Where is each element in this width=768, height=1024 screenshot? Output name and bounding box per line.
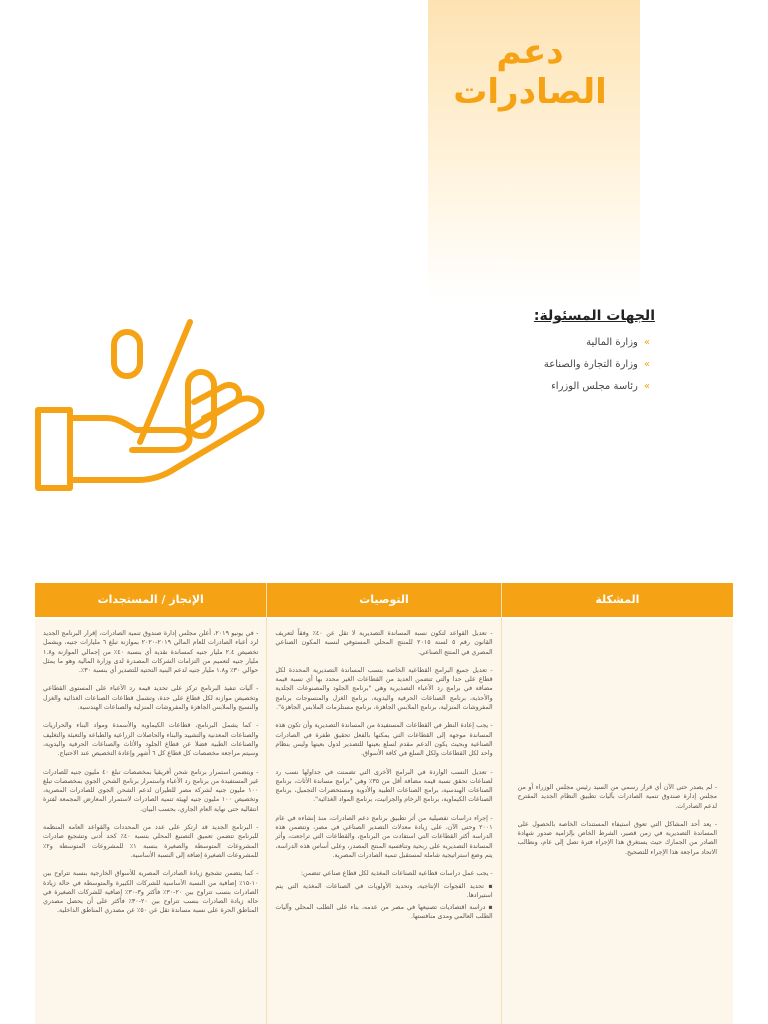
problem-text (510, 773, 725, 866)
recommendation-subitem: ▪ دراسة اقتصاديات تصنيعها في مصر من عدمه، بناء على الطلب المحلي وآليات الطلب العالمي ومدى منافستها. (275, 904, 493, 921)
problem-paragraph: - يعد أحد المشاكل التي تعوق استيفاء المستندات الخاصة بالحصول على المساندة التصديرية في زمن قصير، الشرط الخاص بإلزامية صدور شهادة الصادر من الجمارك حيث يستغرق هذا الإجراء فترة تصل إلى عام، ونطالب الاتحاد مراجعة هذا الإجراء للتصحيح. (517, 820, 717, 856)
achievement-paragraph: - آليات تنفيذ البرنامج تركز على تحديد قيمة رد الأعباء على المستوى القطاعي وتخصيص موازنة لكل قطاع على حدة، وتشمل قطاعات الصناعات الغذائية والغزل والنسيج والملابس الجاهزة والمفروشات المنزلية والصناعات الهندسية. (43, 685, 259, 712)
percent-hand-icon (28, 310, 288, 510)
list-item (390, 380, 650, 402)
title-line-2: الصادرات (453, 72, 607, 112)
achievement-paragraph: - كما يتضمن تشجيع زيادة الصادرات المصرية للأسواق الخارجية بنسبة تتراوح بين ١٠-١٥٪ إضافية من النسبة الأساسية للشركات الكبيرة والمتوسطة في حالة زيادة الصادرات بنسب تتراوح بين ٢٠-٣٠٪ فأكثر و٣-٣٠٪ إضافية للشركات الصغيرة في حالة زيادة الصادرات بنسب تتراوح بين ٢٠-٣٠٪ فأكثر على أن يحصل مصدري المناطق الحرة على نسبة مساندة تقل عن ٥٠٪ عن مصدري المناطق الداخلية. (43, 870, 259, 915)
recommendation-paragraph: - تعديل جميع البرامج القطاعية الخاصة بنسب المساندة التصديرية المحددة لكل قطاع على حدا والتي تتضمن العديد من القطاعات الغير محدد بها أي نسبة قيمة مضافة في برامج رد الأعباء التصديرية وهي "برنامج الجلود والمصنوعات الجلدية والأحذية، برنامج الصناعات الحرفية واليدوية، برنامج الغزل والمنسوجات برنامج المفروشات المنزلية، برنامج الملابس الجاهزة، برنامج مستلزمات الملابس الجاهزة". (275, 666, 493, 712)
recommendation-paragraph: - يجب إعادة النظر في القطاعات المستفيدة من المساندة التصديرية وأن تكون هذه المساندة موجهة إلى القطاعات التي يمكنها بالفعل تحقيق طفرة في الصادرات الصناعية وبحيث يكون الدعم مقدم لسلع بعينها للتصدير لدول بعينها وليس بنظام واحد لكل القطاعات ولكل السلع في كافة الأسواق. (275, 722, 493, 758)
bullet-icon: » (643, 359, 650, 370)
problem-column (502, 583, 733, 1024)
list-item-label: رئاسة مجلس الوزراء (551, 381, 638, 392)
recommendations-text (267, 619, 500, 922)
list-item-label: وزارة المالية (586, 337, 638, 348)
bullet-icon: » (643, 337, 650, 348)
column-header-problem: المشكلة (502, 583, 733, 619)
recommendation-paragraph: - تعديل النسب الواردة في البرامج الأخرى التي تضمنت في جداولها نسب رد لصناعات تحقق نسبة قيمة مضافة أقل من ٣٥٪ وهي "برامج مساندة الأثاث، برنامج الصناعات الهندسية، برامج الصناعات الطبية والأدوية ومستحضرات التجميل، برنامج الصناعات الكيماوية، برنامج الرخام والجرانيت، برنامج المواد الغذائية". (275, 768, 493, 804)
achievement-paragraph: - في يونيو ٢٠١٩، أعلن مجلس إدارة صندوق تنمية الصادرات، إقرار البرنامج الجديد لرد أعباء الصادرات للعام المالي ٢٠١٩-٢٠٢٠ بموازنة تبلغ ٦ مليارات جنيه، ويشمل تخصيص ٢.٤ مليار جنيه كمساندة نقدية أي بنسبة ٤٠٪ من إجمالي الموازنة و١.٨ مليار جنيه لتعميم من التزامات الشركات المصدرة لدى وزارة المالية وهو ما يمثل حوالي ٣٠٪ و١.٨ مليار جنيه لدعم البنية التحتية للتصدير أي بنسبة ٣٠٪. (43, 630, 259, 675)
responsible-heading: الجهات المسئولة: (533, 308, 655, 324)
title-line-1: دعم (496, 32, 564, 72)
list-item (390, 336, 650, 358)
list-item (390, 358, 650, 380)
achievement-paragraph: - البرنامج الجديد قد ارتكز على عدد من المحددات والقواعد العامة المنظمة للبرنامج تتضمن تعميق التصنيع المحلي بنسبة ٤٠٪ كحد أدنى وتشجيع صادرات المشروعات المتوسطة والصغيرة بنسبة ١٪ للمشروعات المتوسطة و٢٪ للمشروعات الصغيرة إضافة إلى النسبة الأساسية. (43, 824, 259, 859)
column-header-achievements: الإنجاز / المستجدات (35, 583, 266, 619)
page-title (440, 32, 620, 112)
achievement-paragraph: - كما يشمل البرنامج، قطاعات الكيماوية والأسمدة ومواد البناء والحراريات والصناعات المعدنية والتشييد والبناء والحاصلات الزراعية والطباعة والتعبئة والتغليف والصناعات الطبية فضلا عن قطاع الجلود والأثاث والصناعات الحرفية واليدوية، وسيتم مراجعة مخصصات كل قطاع كل ٦ أشهر وإعادة التخصيص عند الاحتياج. (43, 722, 259, 758)
achievement-paragraph: - ويتضمن استمرار برنامج شحن أفريقيا بمخصصات تبلغ ٤٠ مليون جنيه للصادرات غير المستفيدة من برنامج رد الأعباء واستمرار برنامج الشحن الجوي بمخصصات تبلغ ١٠٠ مليون جنيه لشركة مصر للطيران لدعم الشحن الجوي للصادرات المصرية، وتخصيص ١٠٠ مليون جنيه لهيئة تنمية الصادرات لاستمرار المعارض المجمعة لفترة انتقالية حتى نهاية العام الجاري، بحسب البيان. (43, 768, 259, 813)
data-table (35, 583, 733, 1024)
problem-paragraph: - لم يصدر حتى الآن أي قرار رسمي من السيد رئيس مجلس الوزراء أو من مجلس إدارة صندوق تنمية الصادرات بآليات تطبيق النظام الجديد المقترح لدعم الصادرات. (517, 784, 717, 810)
list-item-label: وزارة التجارة والصناعة (543, 359, 638, 370)
recommendation-paragraph: - تعديل القواعد لتكون نسبة المساندة التصديرية لا تقل عن ٤٠٪ وفقاً لتعريف القانون رقم ٥ لسنة ٢٠١٥ للمنتج المحلي المستوفي لنسبة المكون الصناعي المصري في المنتج الصناعي. (275, 630, 493, 656)
bullet-icon: » (643, 381, 650, 392)
responsible-list (390, 336, 650, 402)
achievements-text (35, 619, 266, 916)
recommendations-column (266, 583, 501, 1024)
recommendation-paragraph: - يجب عمل دراسات قطاعية للصناعات المغذية لكل قطاع صناعي تتضمن: (300, 870, 493, 878)
recommendation-paragraph: - إجراء دراسات تفصيلية من أثر تطبيق برنامج دعم الصادرات، منذ إنشاءه في عام ٢٠٠١ وحتى الآن، على زيادة معدلات التصدير الصناعي في مصر، وتتضمن هذه الدراسة أكثر القطاعات التي استفادت من البرنامج، والقطاعات التي تراجعت، وأثر المساندة التصديرية على ربحية وتنافسية المنتج المصدر، وعلى أساس هذه الدراسة، يتم وضع استراتيجية شاملة لمستقبل تنمية الصادرات المصرية. (275, 814, 493, 859)
recommendation-subitem: ▪ تحديد الفجوات الإنتاجية، وتحديد الأولويات في الصناعات المغذية التي يتم استيرادها. (275, 882, 493, 899)
achievements-column (35, 583, 266, 1024)
column-header-recommendations: التوصيات (267, 583, 500, 619)
